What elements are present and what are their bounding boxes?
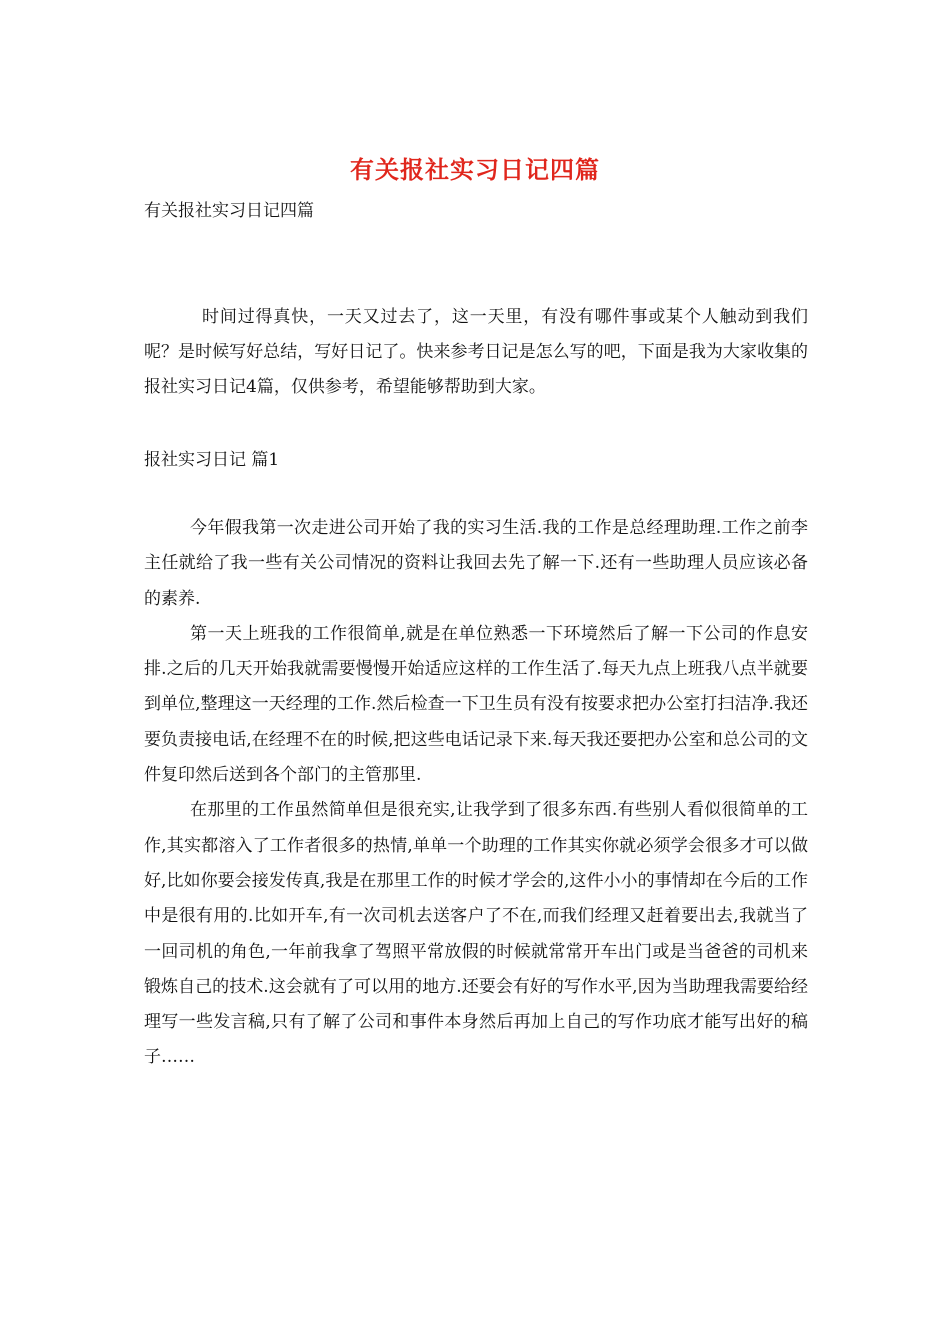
section-heading: 报社实习日记 篇1 <box>144 450 280 470</box>
document-subtitle: 有关报社实习日记四篇 <box>144 201 314 221</box>
document-title: 有关报社实习日记四篇 <box>350 155 600 184</box>
body-paragraph: 第一天上班我的工作很简单,就是在单位熟悉一下环境然后了解一下公司的作息安排.之后的几天开始我就需要慢慢开始适应这样的工作生活了.每天九点上班我八点半就要到单位,整理这一天经理的工作.然后检查一下卫生员有没有按要求把办公室打扫洁净.我还要负责接电话,在经理不在的时候,把这些电话记录下来.每天我还要把办公室和总公司的文件复印然后送到各个部门的主管那里. <box>144 623 808 786</box>
intro-paragraph: 时间过得真快，一天又过去了，这一天里，有没有哪件事或某个人触动到我们呢？是时候写好总结，写好日记了。快来参考日记是怎么写的吧，下面是我为大家收集的报社实习日记4篇，仅供参考，希望能够帮助到大家。 <box>144 307 808 397</box>
body-paragraph: 今年假我第一次走进公司开始了我的实习生活.我的工作是总经理助理.工作之前李主任就给了我一些有关公司情况的资料让我回去先了解一下.还有一些助理人员应该必备的素养. <box>144 518 808 609</box>
section-body <box>144 511 808 1076</box>
body-paragraph: 在那里的工作虽然简单但是很充实,让我学到了很多东西.有些别人看似很简单的工作,其实都溶入了工作者很多的热情,单单一个助理的工作其实你就必须学会很多才可以做好,比如你要会接发传真,我是在那里工作的时候才学会的,这件小小的事情却在今后的工作中是很有用的.比如开车,有一次司机去送客户了不在,而我们经理又赶着要出去,我就当了一回司机的角色,一年前我拿了驾照平常放假的时候就常常开车出门或是当爸爸的司机来锻炼自己的技术.这会就有了可以用的地方.还要会有好的写作水平,因为当助理我需要给经理写一些发言稿,只有了解了公司和事件本身然后再加上自己的写作功底才能写出好的稿子…… <box>144 800 808 1068</box>
